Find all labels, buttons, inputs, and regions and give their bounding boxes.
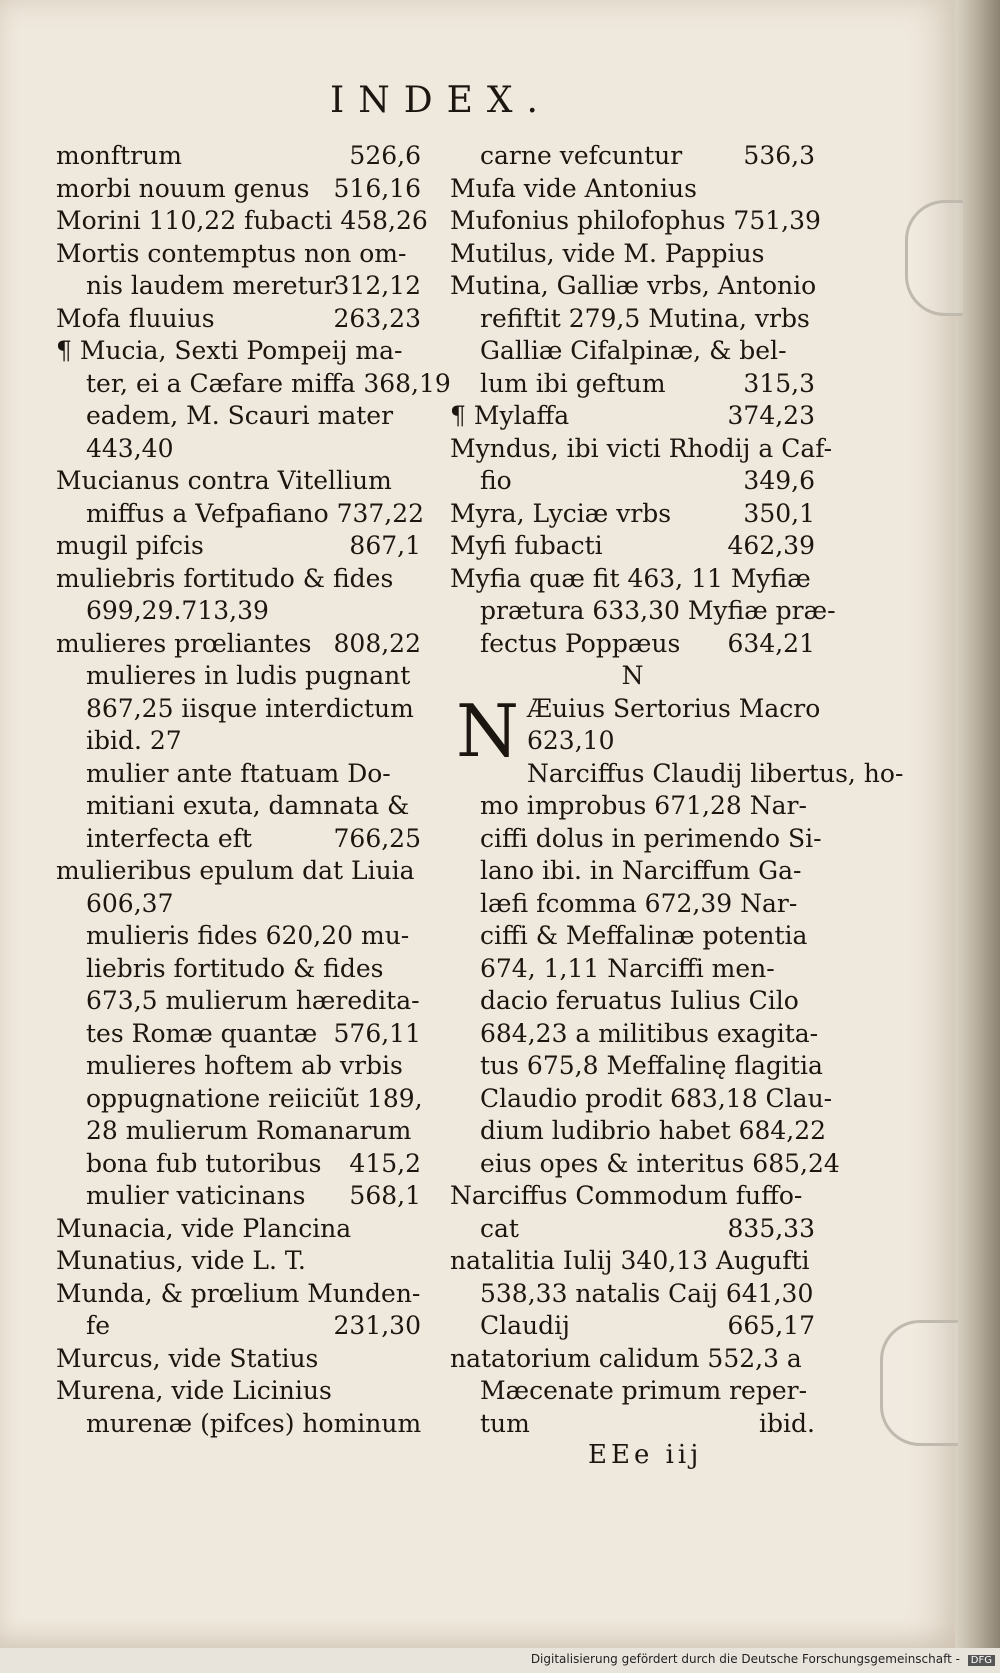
index-entry xyxy=(450,1083,833,1116)
signature-mark: EEe iij xyxy=(588,1440,703,1470)
index-entry xyxy=(450,433,833,466)
index-entry xyxy=(56,1180,421,1213)
index-entry-page: 263,23 xyxy=(333,303,421,333)
index-entry xyxy=(56,660,421,693)
index-entry xyxy=(450,270,815,303)
index-entry-page: 350,1 xyxy=(743,498,815,528)
index-entry-text: fe xyxy=(86,1311,111,1340)
index-entry-text: fio xyxy=(480,466,512,495)
index-entry xyxy=(56,920,421,953)
index-entry xyxy=(56,1115,421,1148)
index-entry xyxy=(56,790,421,823)
index-entry-text: ¶ Mylaffa xyxy=(450,401,570,430)
index-entry xyxy=(450,1213,815,1246)
section-n-block xyxy=(450,688,904,1441)
page-clip-top xyxy=(905,200,963,316)
index-entry-text: lum ibi geftum xyxy=(480,368,666,398)
index-entry-page: 835,33 xyxy=(727,1213,815,1243)
index-entry-text: monftrum xyxy=(56,141,182,170)
index-entry-text: Mutilus, vide M. Pappius xyxy=(450,238,765,268)
dfg-logo: DFG xyxy=(968,1655,995,1666)
index-entry-text: bona fub tutoribus xyxy=(86,1148,322,1178)
index-entry xyxy=(56,173,421,206)
index-entry xyxy=(450,1310,815,1343)
index-entry-text: Mofa fluuius xyxy=(56,303,215,333)
index-entry-text: miffus a Vefpafiano 737,22 xyxy=(86,498,425,528)
index-entry xyxy=(56,530,421,563)
index-entry xyxy=(56,1018,421,1051)
index-entry xyxy=(56,1245,421,1278)
index-entry-text: mitiani exuta, damnata & xyxy=(86,791,410,820)
index-entry-text: ibid. 27 xyxy=(86,726,182,755)
index-entry xyxy=(450,530,815,563)
index-entry-text: nis laudem meretur xyxy=(86,271,336,300)
index-entry-text: ciffi & Meffalinæ potentia xyxy=(480,921,808,950)
index-entry xyxy=(56,1050,421,1083)
index-entry-text: 674, 1,11 Narciffi men- xyxy=(480,953,775,983)
index-entry xyxy=(450,498,815,531)
index-entry xyxy=(56,985,421,1018)
index-entry-page: 315,3 xyxy=(743,368,815,398)
index-column-left xyxy=(56,140,451,1440)
index-entry-text: murenæ (pifces) hominum xyxy=(86,1408,422,1438)
index-entry xyxy=(56,1213,421,1246)
index-entry-text: mulier vaticinans xyxy=(86,1181,306,1210)
index-entry-text: fectus Poppæus xyxy=(480,628,681,658)
index-entry xyxy=(56,368,451,401)
index-entry xyxy=(450,920,815,953)
index-entry xyxy=(56,303,421,336)
index-entry-page: 516,16 xyxy=(333,173,421,203)
index-entry xyxy=(56,628,421,661)
index-entry-text: Murena, vide Licinius xyxy=(56,1376,332,1405)
index-entry xyxy=(450,173,815,206)
index-entry-text: Mutina, Galliæ vrbs, Antonio xyxy=(450,271,817,300)
index-entry xyxy=(56,140,421,173)
index-entry-text: 28 mulierum Romanarum xyxy=(86,1116,412,1145)
index-entry xyxy=(450,985,815,1018)
index-entry-page: 808,22 xyxy=(333,628,421,658)
index-entry-text: oppugnatione reiiciũt 189, xyxy=(86,1083,423,1113)
index-entry xyxy=(56,563,421,596)
index-entry-text: Claudij xyxy=(480,1311,570,1340)
index-entry xyxy=(56,1375,421,1408)
index-entry xyxy=(56,888,421,921)
index-entry-text: tes Romæ quantæ xyxy=(86,1018,318,1048)
index-entry-text: ciffi dolus in perimendo Si- xyxy=(480,823,822,853)
index-entry-text: refiftit 279,5 Mutina, vrbs xyxy=(480,303,810,333)
index-entry-text: Narciffus Claudij libertus, ho- xyxy=(527,758,904,788)
index-entry-page: 312,12 xyxy=(333,271,421,300)
index-entry xyxy=(56,1343,421,1376)
index-entry-text: Claudio prodit 683,18 Clau- xyxy=(480,1083,833,1113)
index-entry-text: Mufonius philofophus 751,39 xyxy=(450,206,821,235)
index-entry xyxy=(450,1018,819,1051)
index-entry xyxy=(56,953,421,986)
index-entry xyxy=(450,140,815,173)
index-entry-text: Myndus, ibi victi Rhodij a Caf- xyxy=(450,433,833,463)
index-entry-text: 606,37 xyxy=(86,888,174,918)
index-entry-text: 623,10 xyxy=(527,726,615,755)
index-entry-text: interfecta eft xyxy=(86,823,252,853)
index-entry xyxy=(56,758,421,791)
index-entry-text: Mæcenate primum reper- xyxy=(480,1376,808,1405)
index-entry xyxy=(450,855,815,888)
index-entry-text: ¶ Mucia, Sexti Pompeij ma- xyxy=(56,336,403,365)
index-entry xyxy=(450,628,815,661)
index-entry-page: ibid. xyxy=(759,1408,815,1438)
index-entry xyxy=(450,205,821,238)
index-entry-text: mulieres prœliantes xyxy=(56,628,312,658)
index-entry-page: 462,39 xyxy=(727,531,815,560)
index-entry-page: 526,6 xyxy=(349,141,421,170)
index-entry xyxy=(56,465,421,498)
index-entry-text: Murcus, vide Statius xyxy=(56,1343,319,1373)
index-entry-text: 699,29.713,39 xyxy=(86,596,269,625)
digitization-credit xyxy=(0,1652,995,1666)
index-entry-text: lano ibi. in Narciffum Ga- xyxy=(480,856,802,885)
index-entry xyxy=(450,1180,815,1213)
index-entry-page: 634,21 xyxy=(727,628,815,658)
index-entry-text: tum xyxy=(480,1408,530,1438)
index-entry xyxy=(450,1245,815,1278)
index-entry-text: Æuius Sertorius Macro xyxy=(527,693,821,723)
index-entry xyxy=(450,1343,815,1376)
index-entry-page: 415,2 xyxy=(349,1148,421,1178)
index-entry-text: Munatius, vide L. T. xyxy=(56,1246,306,1275)
index-entry xyxy=(56,400,421,433)
index-entry xyxy=(450,888,815,921)
index-entry xyxy=(56,335,421,368)
index-entry xyxy=(56,595,421,628)
index-entry-text: Galliæ Cifalpinæ, & bel- xyxy=(480,336,787,365)
index-entry-page: 231,30 xyxy=(333,1311,421,1340)
index-entry-text: mulier ante ftatuam Do- xyxy=(86,758,391,788)
index-column-right xyxy=(450,140,904,1440)
index-entry-page: 766,25 xyxy=(333,823,421,853)
index-entry xyxy=(450,368,815,401)
index-entry xyxy=(450,563,815,596)
index-entry-text: mulieribus epulum dat Liuia xyxy=(56,856,415,885)
index-entry xyxy=(450,1375,815,1408)
index-entry-text: Myra, Lyciæ vrbs xyxy=(450,498,672,528)
index-entry xyxy=(56,725,421,758)
index-entry-text: 538,33 natalis Caij 641,30 xyxy=(480,1278,814,1308)
index-entry xyxy=(450,790,815,823)
index-entry-text: morbi nouum genus xyxy=(56,173,310,203)
index-entry xyxy=(56,270,421,303)
index-entry-page: 349,6 xyxy=(743,466,815,495)
index-entry xyxy=(56,1278,421,1311)
index-entry-page: 374,23 xyxy=(727,401,815,430)
index-entry-text: eius opes & interitus 685,24 xyxy=(480,1148,840,1178)
index-entry xyxy=(450,595,836,628)
index-entry-page: 568,1 xyxy=(349,1181,421,1210)
index-entry-text: Munda, & prœlium Munden- xyxy=(56,1278,421,1308)
page-clip-bottom xyxy=(880,1320,958,1446)
index-entry-text: prætura 633,30 Myfiæ præ- xyxy=(480,596,836,625)
index-entry-text: natalitia Iulij 340,13 Augufti xyxy=(450,1246,810,1275)
index-entry-text: Mortis contemptus non om- xyxy=(56,238,407,268)
index-entry xyxy=(450,1115,827,1148)
index-entry-text: mugil pifcis xyxy=(56,531,204,560)
index-entry-text: 673,5 mulierum hæredita- xyxy=(86,986,420,1015)
index-entry xyxy=(56,1310,421,1343)
index-entry-text: natatorium calidum 552,3 a xyxy=(450,1343,802,1373)
index-entry xyxy=(450,335,815,368)
index-entry-text: muliebris fortitudo & fides xyxy=(56,563,394,593)
index-entry xyxy=(450,400,815,433)
index-entry-text: dium ludibrio habet 684,22 xyxy=(480,1116,827,1145)
index-entry xyxy=(56,823,421,856)
index-entry xyxy=(450,238,815,271)
index-entry xyxy=(450,953,815,986)
index-entry xyxy=(56,433,421,466)
index-entry-text: tus 675,8 Meffalinę flagitia xyxy=(480,1051,823,1080)
index-entry-text: 443,40 xyxy=(86,433,174,463)
index-entry-text: Narciffus Commodum fuffo- xyxy=(450,1181,803,1210)
section-letter: N xyxy=(621,661,644,690)
index-entry xyxy=(450,1408,815,1441)
index-entry-text: læfi fcomma 672,39 Nar- xyxy=(480,888,798,918)
index-entry-text: carne vefcuntur xyxy=(480,141,683,170)
index-entry xyxy=(450,823,822,856)
index-entry xyxy=(450,465,815,498)
index-entry-text: liebris fortitudo & fides xyxy=(86,953,384,983)
index-entry xyxy=(56,1083,421,1116)
index-entry xyxy=(56,205,428,238)
index-entry-text: Myfi fubacti xyxy=(450,531,603,560)
index-entry-text: mulieres hoftem ab vrbis xyxy=(86,1051,403,1080)
page-title: INDEX. xyxy=(330,80,552,121)
index-entry xyxy=(56,238,421,271)
index-entry-text: ter, ei a Cæfare miffa 368,19 xyxy=(86,368,451,398)
index-entry-page: 576,11 xyxy=(333,1018,421,1048)
index-entry xyxy=(56,1408,421,1441)
index-entry xyxy=(450,1278,815,1311)
index-entry xyxy=(56,693,421,726)
index-entry-text: cat xyxy=(480,1213,519,1243)
index-entry-text: Mufa vide Antonius xyxy=(450,173,697,203)
index-entry-page: 867,1 xyxy=(349,531,421,560)
index-entry xyxy=(56,498,425,531)
index-entry-page: 665,17 xyxy=(727,1311,815,1340)
index-entry-text: Morini 110,22 fubacti 458,26 xyxy=(56,206,428,235)
index-entry-text: dacio feruatus Iulius Cilo xyxy=(480,986,799,1015)
index-entry-text: eadem, M. Scauri mater xyxy=(86,401,394,430)
index-entry-page: 536,3 xyxy=(743,141,815,170)
index-entry xyxy=(56,855,421,888)
index-entry xyxy=(450,1148,840,1181)
index-entry-text: Mucianus contra Vitellium xyxy=(56,466,392,495)
drop-cap: N xyxy=(456,688,519,773)
index-entry-text: 867,25 iisque interdictum xyxy=(86,693,414,723)
index-entry xyxy=(56,1148,421,1181)
index-entry-text: mulieres in ludis pugnant xyxy=(86,661,411,690)
index-entry-text: mulieris fides 620,20 mu- xyxy=(86,921,410,950)
index-entry-text: Munacia, vide Plancina xyxy=(56,1213,352,1243)
index-entry-text: mo improbus 671,28 Nar- xyxy=(480,791,807,820)
index-entry-text: 684,23 a militibus exagita- xyxy=(480,1018,819,1048)
index-entry xyxy=(450,1050,823,1083)
index-entry-text: Myfia quæ fit 463, 11 Myfiæ xyxy=(450,563,811,593)
credit-text: Digitalisierung gefördert durch die Deutsche Forschungsgemeinschaft - xyxy=(530,1652,960,1666)
index-entry xyxy=(450,303,815,336)
